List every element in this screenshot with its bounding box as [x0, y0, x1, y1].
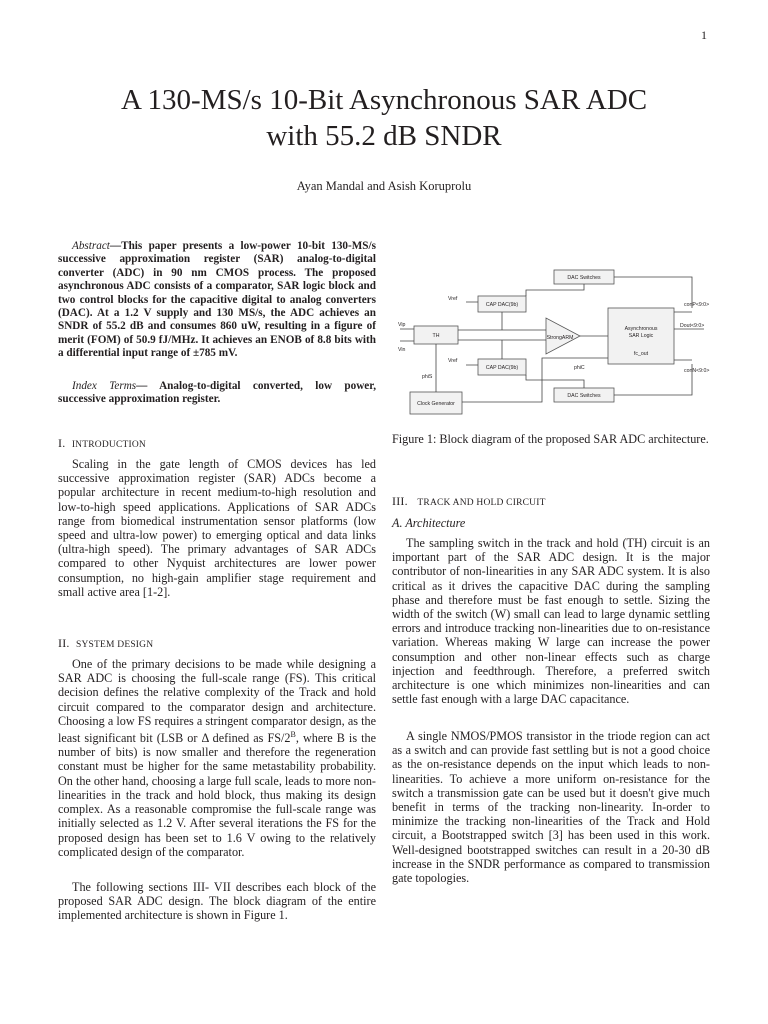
- index-terms-text: Analog-to-digital converted, low power, successive approximation register.: [58, 380, 376, 406]
- index-terms: Index Terms— Analog-to-digital converted, low power, successive approximation register.: [58, 380, 376, 406]
- title-line-2: with 55.2 dB SNDR: [266, 120, 502, 152]
- strongarm-label: StrongARM: [546, 335, 574, 341]
- cap-dac-top-label: CAP DAC(9b): [485, 302, 519, 308]
- page-number: 1: [701, 28, 707, 42]
- abstract: Abstract—This paper presents a low-power 10-bit 130-MS/s successive approximation register (SAR) analog-to-digital converter (ADC) in 90 nm CMOS process. The proposed asynchronous ADC consists of a comparator, SAR logic block and two control blocks for the capacitive digital to analog converters (DAC). At a 1.2 V supply and 130 MS/s, the ADC achieves an SNDR of 55.2 dB and consumes 860 uW, resulting in a figure of merit (FOM) of 50.9 fJ/MHz. It achieves an ENOB of 8.8 bits with a differential input range of ±785 mV.: [58, 240, 376, 360]
- section-2-body: [58, 657, 376, 859]
- phis-label: phiS: [422, 374, 433, 380]
- section-1-paragraph: Scaling in the gate length of CMOS devices has led successive approximation register (SAR) ADCs become a popular architecture in recent medium-to-high resolution and low-to-high speed applications. Applications of SAR ADCs range from biomedical instrumentation sensor platforms (low speed and ultra-low power) to emerging optical and data links (ultra-high speed). The primary advantages of SAR ADCs compared to other Nyquist architectures are lower power consumption, no high-gain amplifier stage requirement and small active area [1-2].: [58, 457, 376, 599]
- clock-generator-label: Clock Generator: [417, 401, 455, 407]
- sar-logic-label-1: Asynchronous: [624, 326, 658, 332]
- section-1-body: [58, 457, 376, 599]
- section-3-paragraph-1: The sampling switch in the track and hold (TH) circuit is an important part of the SAR ADC design. It is the major contributor of non-linearities in any SAR ADC system. It is also critical as it drives the capacitive DAC during the sampling phase and therefore must be fast enough to settle. Sizing the width of the switch (W) small can lead to large dynamic settling errors and introduce tracking non-linearities due to on-resistance variation. Whereas making W large can increase the power consumption and other non-linear effects such as charge injection and feedthrough. Therefore, a preferred switch architecture is one which minimizes non-linearities and can settle fast enough with a large DAC capacitance.: [392, 536, 710, 707]
- index-terms-lead: Index Terms: [72, 380, 137, 392]
- figure-caption: Figure 1: Block diagram of the proposed SAR ADC architecture.: [392, 432, 709, 446]
- section-1-heading: I. INTRODUCTION: [58, 436, 146, 450]
- section-2-heading: II. SYSTEM DESIGN: [58, 636, 154, 650]
- conn-label: conN<9:0>: [684, 368, 710, 374]
- dac-switches-bottom-label: DAC Switches: [567, 393, 601, 399]
- section-2-paragraph-2: The following sections III- VII describes each block of the proposed SAR ADC design. The block diagram of the entire implemented architecture is shown in Figure 1.: [58, 880, 376, 923]
- section-3-paragraph-2: A single NMOS/PMOS transistor in the triode region can act as a switch and can provide fast settling but is not a good choice as the on-resistance depends on the input which leads to non-linearities. To achieve a more uniform on-resistance for the switch a transmission gate can be used but it doesn't give much benefit in terms of the tracking non-linearity. In-order to minimize the tracking non-linearities of the Track and Hold circuit, a Bootstrapped switch [3] has been used in this work. Well-designed bootstrapped switches can result in a 20-30 dB increase in the SNDR performance as compared to transmission gate topologies.: [392, 729, 710, 886]
- dout-label: Dout<9:0>: [680, 323, 705, 329]
- section-3a-heading: A. Architecture: [392, 516, 466, 530]
- th-to-comparator-wires: [458, 330, 546, 340]
- section-3-body: [392, 536, 710, 706]
- section-2-paragraph-1: One of the primary decisions to be made while designing a SAR ADC is choosing the full-scale range (FS). This critical decision defines the relative complexity of the Track and hold circuit compared to the comparator design and architecture. Choosing a low FS requires a stringent comparator design, as the least significant bit (LSB or Δ defined as $FS/2^B$, where B is the number of bits) is now smaller and therefore the regeneration constant must be higher for the same metastability probability. On the other hand, choosing a large full scale, leads to more non-linearities in the track and hold block, thus making its design complex. As a reasonable compromise the full-scale range was initially selected as 1.2 V. After several iterations the FS for the proposed design has been set to 1.6 V owing to the relatively complicated design of the comparator.: [58, 657, 377, 859]
- conp-label: conP<9:0>: [684, 302, 710, 308]
- vref-wires: [466, 302, 478, 365]
- section-3-heading: III. TRACK AND HOLD CIRCUIT: [392, 494, 546, 508]
- fc-out-label: fc_out: [633, 351, 649, 357]
- section-3-body-2: [392, 729, 710, 885]
- cap-dac-bottom-label: CAP DAC(9b): [485, 365, 519, 371]
- phic-label: phiC: [574, 365, 585, 371]
- th-label: TH: [432, 333, 440, 339]
- sar-logic-label-2: SAR Logic: [628, 333, 654, 339]
- vref-bottom-label: Vref: [448, 358, 458, 364]
- authors: Ayan Mandal and Asish Koruprolu: [296, 179, 472, 193]
- vin-label: Vin: [398, 347, 406, 353]
- input-wires: [400, 329, 414, 341]
- section-2-body-2: [58, 880, 376, 923]
- paper-title: [60, 82, 708, 154]
- dac-switches-top-label: DAC Switches: [567, 275, 601, 281]
- abstract-text: This paper presents a low-power 10-bit 130-MS/s successive approximation register (SAR) analog-to-digital converter (ADC) in 90 nm CMOS process. The proposed asynchronous ADC consists of a comparator, SAR logic block and two control blocks for the capacitive digital to analog converters (DAC). At a 1.2 V supply and 130 MS/s, the ADC achieves an SNDR of 55.2 dB and consumes 860 uW, resulting in a figure of merit (FOM) of 50.9 fJ/MHz. It achieves an ENOB of 8.8 bits with a differential input range of ±785 mV.: [58, 240, 376, 360]
- abstract-lead: Abstract: [72, 240, 110, 252]
- title-line-1: A 130-MS/s 10-Bit Asynchronous SAR ADC: [120, 84, 648, 116]
- vref-top-label: Vref: [448, 296, 458, 302]
- block-diagram-figure: [392, 262, 710, 422]
- vip-label: Vip: [398, 322, 406, 328]
